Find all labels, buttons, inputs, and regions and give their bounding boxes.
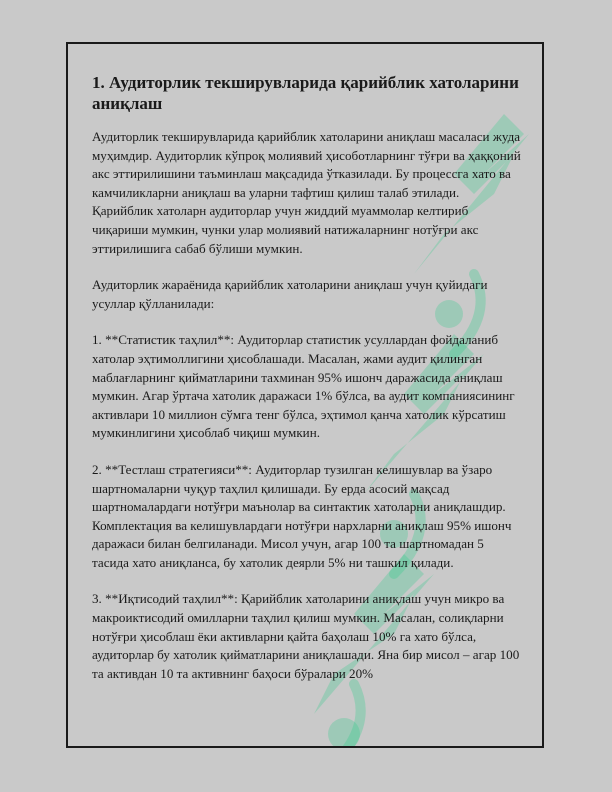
paragraph-statistical-analysis: 1. **Статистик таҳлил**: Аудиторлар статистик усуллардан фойдаланиб хатолар эҳтимоллигини ҳисоблашади. Масалан, жами аудит қилинган маблағларнинг қийматларини тахминан 95% ишонч даражасида аниқлаш мумкин. Агар ўртача хатолик даражаси 1% бўлса, ва аудит компаниясининг активлари 10 миллион сўмга тенг бўлса, эҳтимол қанча хатолик кўрсатиш мумкинлигини ҳисоблаб чиқиш мумкин. — [92, 332, 515, 441]
section-heading: 1. Аудиторлик текширувларида қарийблик хатоларини аниқлаш — [92, 73, 519, 113]
document-body — [92, 72, 522, 701]
paragraph-economic-analysis: 3. **Иқтисодий таҳлил**: Қарийблик хатоларини аниқлаш учун микро ва макроиктисодий омилларни таҳлил қилиш мумкин. Масалан, солиқларни нотўғри ҳисоблаш ёки активларни қайта баҳолаш 10% га хато бўлса, аудиторлар бу хатолик қийматларини аниқлашади. Яна бир мисол – агар 100 та активдан 10 та активнинг баҳоси бўралари 20% — [92, 591, 520, 681]
paragraph-intro: Аудиторлик текширувларида қарийблик хатоларини аниқлаш масаласи жуда муҳимдир. Аудиторлик кўпроқ молиявий ҳисоботларнинг тўғри ва ҳаққоний акс эттирилишини таъминлаш мақсадида ўтказилади. Бу процессга хато ва камчиликларни аниқлаш ва уларни тафтиш қилиш талаб этилади. Қарийблик хатоларн аудиторлар учун жиддий муаммолар келтириб чиқариши мумкин, чунки улар молиявий натижаларнинг нотўғри акс эттирилишига сабаб бўлиши мумкин. — [92, 129, 521, 256]
paragraph-methods-lead: Аудиторлик жараёнида қарийблик хатоларини аниқлаш учун қуйидаги усуллар қўлланилади: — [92, 277, 488, 311]
paragraph-testing-strategy: 2. **Тестлаш стратегияси**: Аудиторлар тузилган келишувлар ва ўзаро шартномаларни чуқур таҳлил қилишади. Бу ерда асосий мақсад шартномалардаги нотўғри маънолар ва синтактик хатоларни аниқлашдир. Комплектация ва келишувлардаги нотўғри нархларни аниқлаш 95% ишонч даражаси билан белгиланади. Мисол учун, агар 100 та шартномадан 5 тасида хато аниқланса, бу хатолик деярли 5% ни ташкил қилади. — [92, 461, 512, 570]
page-frame — [66, 42, 544, 748]
